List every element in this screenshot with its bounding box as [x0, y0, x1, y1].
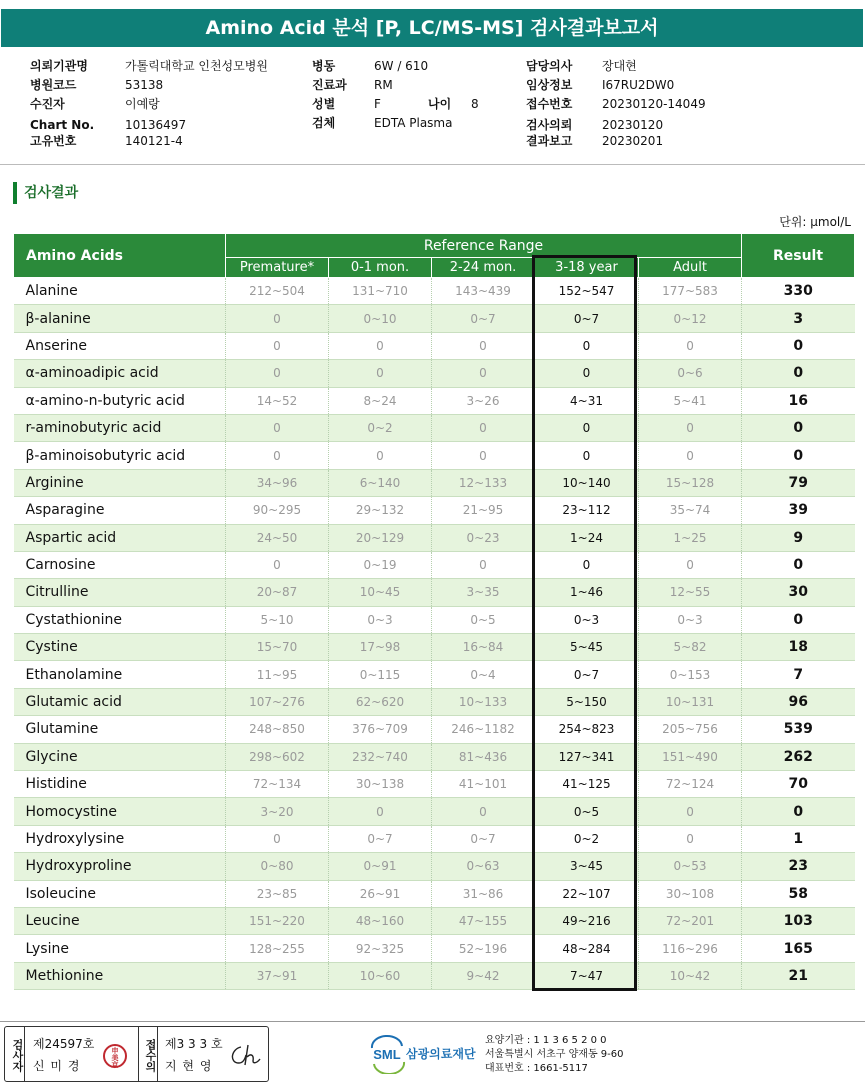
table-row	[14, 634, 855, 661]
reference-range-cell: 0	[639, 442, 742, 469]
reference-range-cell: 0	[639, 414, 742, 441]
result-value: 7	[742, 661, 855, 688]
amino-acid-name: Glutamine	[14, 716, 226, 743]
result-value: 0	[742, 551, 855, 578]
reference-range-cell: 232~740	[329, 743, 432, 770]
amino-acid-name: Lysine	[14, 935, 226, 962]
reference-range-cell: 9~42	[432, 962, 535, 989]
reference-range-cell: 3~20	[226, 798, 329, 825]
results-table	[13, 233, 855, 990]
reference-range-cell: 16~84	[432, 634, 535, 661]
amino-acid-name: β-aminoisobutyric acid	[14, 442, 226, 469]
reference-range-cell: 0~6	[639, 360, 742, 387]
col-header-0-1-mon: 0-1 mon.	[329, 258, 432, 278]
result-value: 30	[742, 579, 855, 606]
reference-range-cell: 72~134	[226, 771, 329, 798]
reference-range-cell: 72~124	[639, 771, 742, 798]
reference-range-cell: 23~112	[535, 497, 639, 524]
seal-stamp-icon: 申 美 京	[103, 1044, 127, 1068]
amino-acid-name: α-amino-n-butyric acid	[14, 387, 226, 414]
result-value: 79	[742, 469, 855, 496]
reference-range-cell: 205~756	[639, 716, 742, 743]
info-label: 진료과	[312, 78, 347, 92]
reference-range-cell: 128~255	[226, 935, 329, 962]
reference-range-cell: 0~7	[432, 305, 535, 332]
reference-range-cell: 0	[329, 442, 432, 469]
reference-range-cell: 34~96	[226, 469, 329, 496]
amino-acid-name: Hydroxyproline	[14, 853, 226, 880]
unit-label: 단위: μmol/L	[779, 215, 851, 229]
reference-range-cell: 0	[639, 332, 742, 359]
patient-info	[0, 55, 865, 155]
reference-range-cell: 0~153	[639, 661, 742, 688]
reference-range-cell: 151~490	[639, 743, 742, 770]
result-value: 0	[742, 360, 855, 387]
reference-range-cell: 1~24	[535, 524, 639, 551]
amino-acid-name: Alanine	[14, 278, 226, 305]
reference-range-cell: 298~602	[226, 743, 329, 770]
reference-range-cell: 5~45	[535, 634, 639, 661]
info-col-middle	[312, 57, 479, 133]
doctor-license: 제3 3 3 호	[165, 1037, 223, 1051]
table-row	[14, 907, 855, 934]
org-info	[485, 1034, 624, 1076]
org-info-line: 요양기관 : 1 1 3 6 5 2 0 0	[485, 1035, 607, 1046]
table-row	[14, 360, 855, 387]
reference-range-cell: 0~7	[535, 305, 639, 332]
result-value: 103	[742, 907, 855, 934]
info-value: 장대현	[602, 59, 637, 73]
result-value: 96	[742, 688, 855, 715]
info-label: 결과보고	[526, 134, 573, 148]
org-info-line: 대표번호 : 1661-5117	[485, 1063, 588, 1074]
table-row	[14, 716, 855, 743]
info-label: 병동	[312, 59, 336, 73]
table-row	[14, 743, 855, 770]
reference-range-cell: 0	[329, 798, 432, 825]
amino-acid-name: Glycine	[14, 743, 226, 770]
reference-range-cell: 248~850	[226, 716, 329, 743]
info-label: 수진자	[30, 97, 65, 111]
reference-range-cell: 0	[535, 332, 639, 359]
col-header-result: Result	[742, 234, 855, 278]
reference-range-cell: 3~26	[432, 387, 535, 414]
reference-range-cell: 22~107	[535, 880, 639, 907]
reference-range-cell: 48~284	[535, 935, 639, 962]
info-value: 가톨릭대학교 인천성모병원	[125, 59, 268, 73]
reference-range-cell: 127~341	[535, 743, 639, 770]
info-value: 10136497	[125, 118, 187, 132]
reference-range-cell: 17~98	[329, 634, 432, 661]
reference-range-cell: 12~133	[432, 469, 535, 496]
org-info-line: 서울특별시 서초구 양재동 9-60	[485, 1049, 624, 1060]
info-label: 고유번호	[30, 134, 77, 148]
table-row	[14, 551, 855, 578]
reference-range-cell: 0	[535, 414, 639, 441]
reference-range-cell: 26~91	[329, 880, 432, 907]
doctor-name: 지 현 영	[165, 1059, 213, 1073]
reference-range-cell: 35~74	[639, 497, 742, 524]
result-value: 58	[742, 880, 855, 907]
age-value: 8	[471, 97, 479, 111]
tester-license: 제24597호	[33, 1037, 95, 1051]
reference-range-cell: 15~128	[639, 469, 742, 496]
reference-range-cell: 0~10	[329, 305, 432, 332]
info-value: I67RU2DW0	[602, 78, 675, 92]
result-value: 18	[742, 634, 855, 661]
amino-acid-name: Arginine	[14, 469, 226, 496]
result-value: 539	[742, 716, 855, 743]
reference-range-cell: 10~140	[535, 469, 639, 496]
reference-range-cell: 29~132	[329, 497, 432, 524]
table-row	[14, 825, 855, 852]
reference-range-cell: 0~23	[432, 524, 535, 551]
reference-range-cell: 0~7	[329, 825, 432, 852]
info-label: 검체	[312, 116, 336, 130]
table-row	[14, 962, 855, 989]
reference-range-cell: 0	[535, 551, 639, 578]
info-label: 성별	[312, 97, 336, 111]
reference-range-cell: 20~87	[226, 579, 329, 606]
col-header-amino: Amino Acids	[14, 234, 226, 278]
table-row	[14, 469, 855, 496]
amino-acid-name: Homocystine	[14, 798, 226, 825]
reference-range-cell: 0	[226, 305, 329, 332]
col-header-3-18-year: 3-18 year	[535, 258, 639, 278]
reference-range-cell: 5~10	[226, 606, 329, 633]
result-value: 23	[742, 853, 855, 880]
reference-range-cell: 116~296	[639, 935, 742, 962]
table-row	[14, 880, 855, 907]
reference-range-cell: 0	[226, 825, 329, 852]
reference-range-cell: 5~82	[639, 634, 742, 661]
reference-range-cell: 0	[226, 442, 329, 469]
result-value: 1	[742, 825, 855, 852]
reference-range-cell: 15~70	[226, 634, 329, 661]
divider	[0, 164, 865, 165]
table-row	[14, 798, 855, 825]
reference-range-cell: 92~325	[329, 935, 432, 962]
reference-range-cell: 12~55	[639, 579, 742, 606]
table-row	[14, 579, 855, 606]
reference-range-cell: 0	[432, 360, 535, 387]
reference-range-cell: 5~41	[639, 387, 742, 414]
info-value: 20230120-14049	[602, 97, 706, 111]
signature-box	[4, 1026, 269, 1082]
reference-range-cell: 72~201	[639, 907, 742, 934]
reference-range-cell: 49~216	[535, 907, 639, 934]
reference-range-cell: 24~50	[226, 524, 329, 551]
reference-range-cell: 20~129	[329, 524, 432, 551]
result-value: 0	[742, 332, 855, 359]
reference-range-cell: 0~3	[329, 606, 432, 633]
reference-range-cell: 0~115	[329, 661, 432, 688]
amino-acid-name: r-aminobutyric acid	[14, 414, 226, 441]
info-value: 20230201	[602, 134, 664, 148]
reference-range-cell: 41~125	[535, 771, 639, 798]
reference-range-cell: 0~53	[639, 853, 742, 880]
table-row	[14, 442, 855, 469]
amino-acid-name: Asparagine	[14, 497, 226, 524]
reference-range-cell: 143~439	[432, 278, 535, 305]
table-row	[14, 497, 855, 524]
amino-acid-name: α-aminoadipic acid	[14, 360, 226, 387]
org-name: 삼광의료재단	[406, 1047, 476, 1061]
reference-range-cell: 90~295	[226, 497, 329, 524]
info-label: 임상정보	[526, 78, 573, 92]
reference-range-cell: 0~3	[639, 606, 742, 633]
reference-range-cell: 10~60	[329, 962, 432, 989]
result-value: 165	[742, 935, 855, 962]
reference-range-cell: 52~196	[432, 935, 535, 962]
reference-range-cell: 0~7	[535, 661, 639, 688]
info-value: 140121-4	[125, 134, 183, 148]
amino-acid-name: Anserine	[14, 332, 226, 359]
reference-range-cell: 0	[432, 798, 535, 825]
result-value: 0	[742, 414, 855, 441]
result-value: 0	[742, 606, 855, 633]
reference-range-cell: 30~108	[639, 880, 742, 907]
table-row	[14, 305, 855, 332]
amino-acid-name: Glutamic acid	[14, 688, 226, 715]
reference-range-cell: 30~138	[329, 771, 432, 798]
table-row	[14, 935, 855, 962]
amino-acid-name: β-alanine	[14, 305, 226, 332]
reference-range-cell: 8~24	[329, 387, 432, 414]
table-row	[14, 524, 855, 551]
reference-range-cell: 107~276	[226, 688, 329, 715]
reference-range-cell: 48~160	[329, 907, 432, 934]
info-label: 검사의뢰	[526, 118, 573, 132]
info-value: 53138	[125, 78, 164, 92]
amino-acid-name: Carnosine	[14, 551, 226, 578]
reference-range-cell: 152~547	[535, 278, 639, 305]
result-value: 70	[742, 771, 855, 798]
result-value: 330	[742, 278, 855, 305]
col-header-premature: Premature*	[226, 258, 329, 278]
reference-range-cell: 10~131	[639, 688, 742, 715]
info-col-right	[526, 57, 706, 151]
col-header-2-24-mon: 2-24 mon.	[432, 258, 535, 278]
reference-range-cell: 0	[639, 551, 742, 578]
amino-acid-name: Cystathionine	[14, 606, 226, 633]
reference-range-cell: 0~80	[226, 853, 329, 880]
reference-range-cell: 14~52	[226, 387, 329, 414]
reference-range-cell: 0	[226, 414, 329, 441]
reference-range-cell: 0~5	[535, 798, 639, 825]
reference-range-cell: 37~91	[226, 962, 329, 989]
reference-range-cell: 4~31	[535, 387, 639, 414]
reference-range-cell: 1~25	[639, 524, 742, 551]
report-title: Amino Acid 분석 [P, LC/MS-MS] 검사결과보고서	[1, 9, 863, 47]
reference-range-cell: 0~63	[432, 853, 535, 880]
info-label: 의뢰기관명	[30, 59, 88, 73]
reference-range-cell: 0	[535, 442, 639, 469]
reference-range-cell: 0~5	[432, 606, 535, 633]
table-row	[14, 332, 855, 359]
reference-range-cell: 0	[432, 332, 535, 359]
info-value: 6W / 610	[374, 59, 429, 73]
reference-range-cell: 0~91	[329, 853, 432, 880]
reference-range-cell: 0	[226, 551, 329, 578]
reference-range-cell: 177~583	[639, 278, 742, 305]
reference-range-cell: 0~19	[329, 551, 432, 578]
section-title: 검사결과	[13, 182, 78, 204]
amino-acid-name: Leucine	[14, 907, 226, 934]
amino-acid-name: Histidine	[14, 771, 226, 798]
result-value: 9	[742, 524, 855, 551]
reference-range-cell: 212~504	[226, 278, 329, 305]
reference-range-cell: 5~150	[535, 688, 639, 715]
result-value: 21	[742, 962, 855, 989]
reference-range-cell: 21~95	[432, 497, 535, 524]
table-row	[14, 688, 855, 715]
amino-acid-name: Methionine	[14, 962, 226, 989]
reference-range-cell: 0	[639, 798, 742, 825]
reference-range-cell: 10~45	[329, 579, 432, 606]
reference-range-cell: 0	[432, 442, 535, 469]
reference-range-cell: 0~2	[535, 825, 639, 852]
tester-name: 신 미 경	[33, 1059, 81, 1073]
reference-range-cell: 0	[432, 414, 535, 441]
reference-range-cell: 7~47	[535, 962, 639, 989]
reference-range-cell: 151~220	[226, 907, 329, 934]
result-value: 16	[742, 387, 855, 414]
reference-range-cell: 0	[329, 360, 432, 387]
info-value: F	[374, 97, 381, 111]
result-value: 0	[742, 442, 855, 469]
result-value: 3	[742, 305, 855, 332]
reference-range-cell: 0	[432, 551, 535, 578]
reference-range-cell: 0	[639, 825, 742, 852]
reference-range-cell: 81~436	[432, 743, 535, 770]
reference-range-cell: 246~1182	[432, 716, 535, 743]
reference-range-cell: 0~4	[432, 661, 535, 688]
reference-range-cell: 41~101	[432, 771, 535, 798]
divider	[0, 1021, 865, 1022]
reference-range-cell: 10~42	[639, 962, 742, 989]
reference-range-cell: 11~95	[226, 661, 329, 688]
reference-range-cell: 0	[226, 360, 329, 387]
svg-text:SML: SML	[373, 1047, 401, 1062]
reference-range-cell: 3~35	[432, 579, 535, 606]
info-value: 20230120	[602, 118, 664, 132]
reference-range-cell: 0~7	[432, 825, 535, 852]
reference-range-cell: 0~2	[329, 414, 432, 441]
info-label: 접수번호	[526, 97, 573, 111]
amino-acid-name: Citrulline	[14, 579, 226, 606]
table-row	[14, 387, 855, 414]
amino-acid-name: Ethanolamine	[14, 661, 226, 688]
info-value: RM	[374, 78, 393, 92]
info-col-left	[30, 57, 268, 151]
reference-range-cell: 3~45	[535, 853, 639, 880]
col-header-reference: Reference Range	[226, 234, 742, 258]
table-row	[14, 278, 855, 305]
reference-range-cell: 0	[535, 360, 639, 387]
table-row	[14, 853, 855, 880]
table-row	[14, 771, 855, 798]
sml-logo-icon	[366, 1032, 408, 1074]
reference-range-cell: 254~823	[535, 716, 639, 743]
result-value: 0	[742, 798, 855, 825]
reference-range-cell: 10~133	[432, 688, 535, 715]
reference-range-cell: 131~710	[329, 278, 432, 305]
info-label: Chart No.	[30, 118, 95, 132]
table-row	[14, 661, 855, 688]
reference-range-cell: 6~140	[329, 469, 432, 496]
reference-range-cell: 0~3	[535, 606, 639, 633]
amino-acid-name: Isoleucine	[14, 880, 226, 907]
amino-acid-name: Hydroxylysine	[14, 825, 226, 852]
reference-range-cell: 0	[226, 332, 329, 359]
amino-acid-name: Cystine	[14, 634, 226, 661]
table-row	[14, 414, 855, 441]
info-label: 담당의사	[526, 59, 573, 73]
result-value: 262	[742, 743, 855, 770]
result-value: 39	[742, 497, 855, 524]
col-header-adult: Adult	[639, 258, 742, 278]
doctor-label: 접수의	[138, 1027, 158, 1081]
reference-range-cell: 0~12	[639, 305, 742, 332]
reference-range-cell: 376~709	[329, 716, 432, 743]
reference-range-cell: 1~46	[535, 579, 639, 606]
reference-range-cell: 31~86	[432, 880, 535, 907]
tester-label: 검사자	[5, 1027, 25, 1081]
reference-range-cell: 23~85	[226, 880, 329, 907]
age-label: 나이	[428, 97, 452, 111]
signature-icon	[227, 1041, 263, 1069]
info-value: 이예랑	[125, 97, 160, 111]
amino-acid-name: Aspartic acid	[14, 524, 226, 551]
table-row	[14, 606, 855, 633]
info-label: 병원코드	[30, 78, 77, 92]
reference-range-cell: 62~620	[329, 688, 432, 715]
info-value: EDTA Plasma	[374, 116, 453, 130]
reference-range-cell: 0	[329, 332, 432, 359]
reference-range-cell: 47~155	[432, 907, 535, 934]
